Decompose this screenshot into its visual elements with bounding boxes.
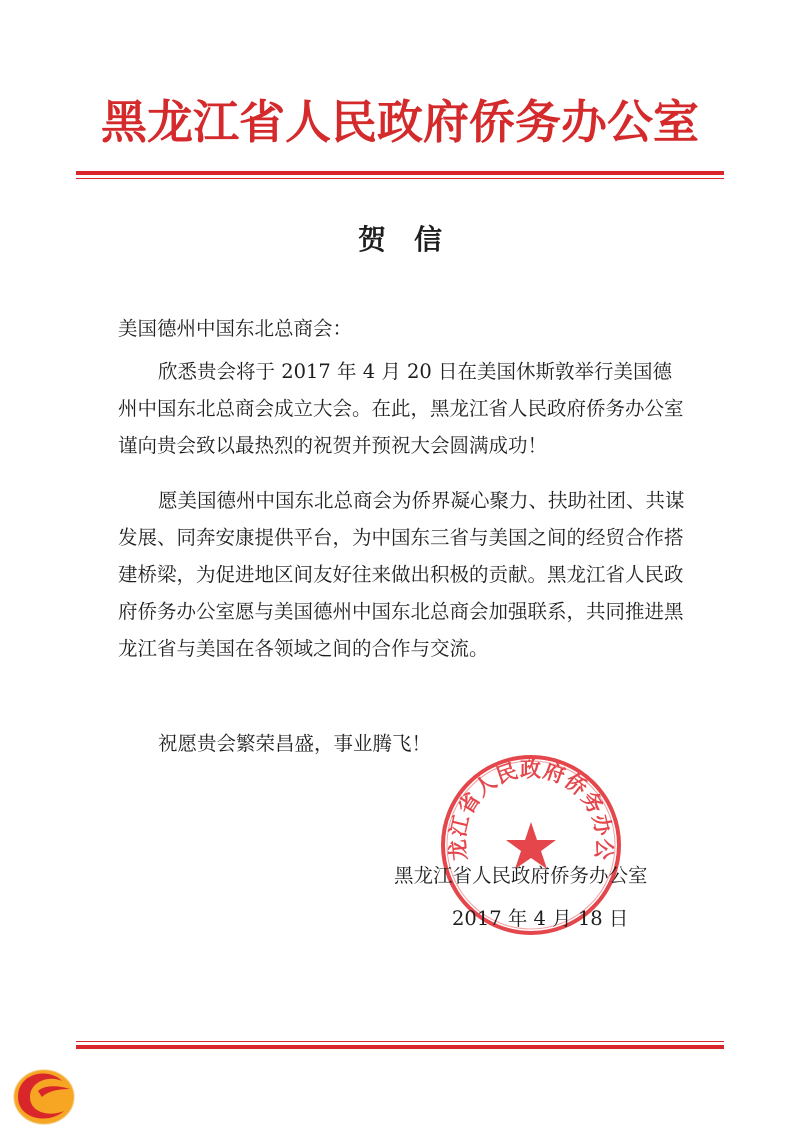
footer-rule-thick <box>76 1045 724 1049</box>
svg-text:黑龙江省人民政府侨务办公室: 龙江省人民政府侨务办公 <box>444 756 618 862</box>
corner-logo-icon <box>8 1063 80 1127</box>
letter-paragraph-2: 愿美国德州中国东北总商会为侨界凝心聚力、扶助社团、共谋发展、同奔安康提供平台，为中国东三省与美国之间的经贸合作搭建桥梁，为促进地区间友好往来做出积极的贡献。黑龙江省人民政府侨务办公室愿与美国德州中国东北总商会加强联系，共同推进黑龙江省与美国在各领域之间的合作与交流。 <box>118 489 685 660</box>
letter-salutation: 美国德州中国东北总商会： <box>118 317 353 340</box>
signature-organization: 黑龙江省人民政府侨务办公室 <box>394 864 648 887</box>
letter-paragraph-3: 祝愿贵会繁荣昌盛，事业腾飞！ <box>158 732 432 755</box>
letterhead-rule-thin <box>76 178 724 179</box>
letter-paragraph-1: 欣悉贵会将于 2017 年 4 月 20 日在美国休斯敦举行美国德州中国东北总商会成立大会。在此，黑龙江省人民政府侨务办公室谨向贵会致以最热烈的祝贺并预祝大会圆满成功！ <box>118 360 684 457</box>
signature-date: 2017 年 4 月 18 日 <box>452 907 629 930</box>
footer-rule-thin <box>76 1041 724 1042</box>
letterhead-rule-thick <box>76 171 724 175</box>
letterhead-title: 黑龙江省人民政府侨务办公室 <box>101 95 699 149</box>
letter-title: 贺 信 <box>357 223 442 256</box>
